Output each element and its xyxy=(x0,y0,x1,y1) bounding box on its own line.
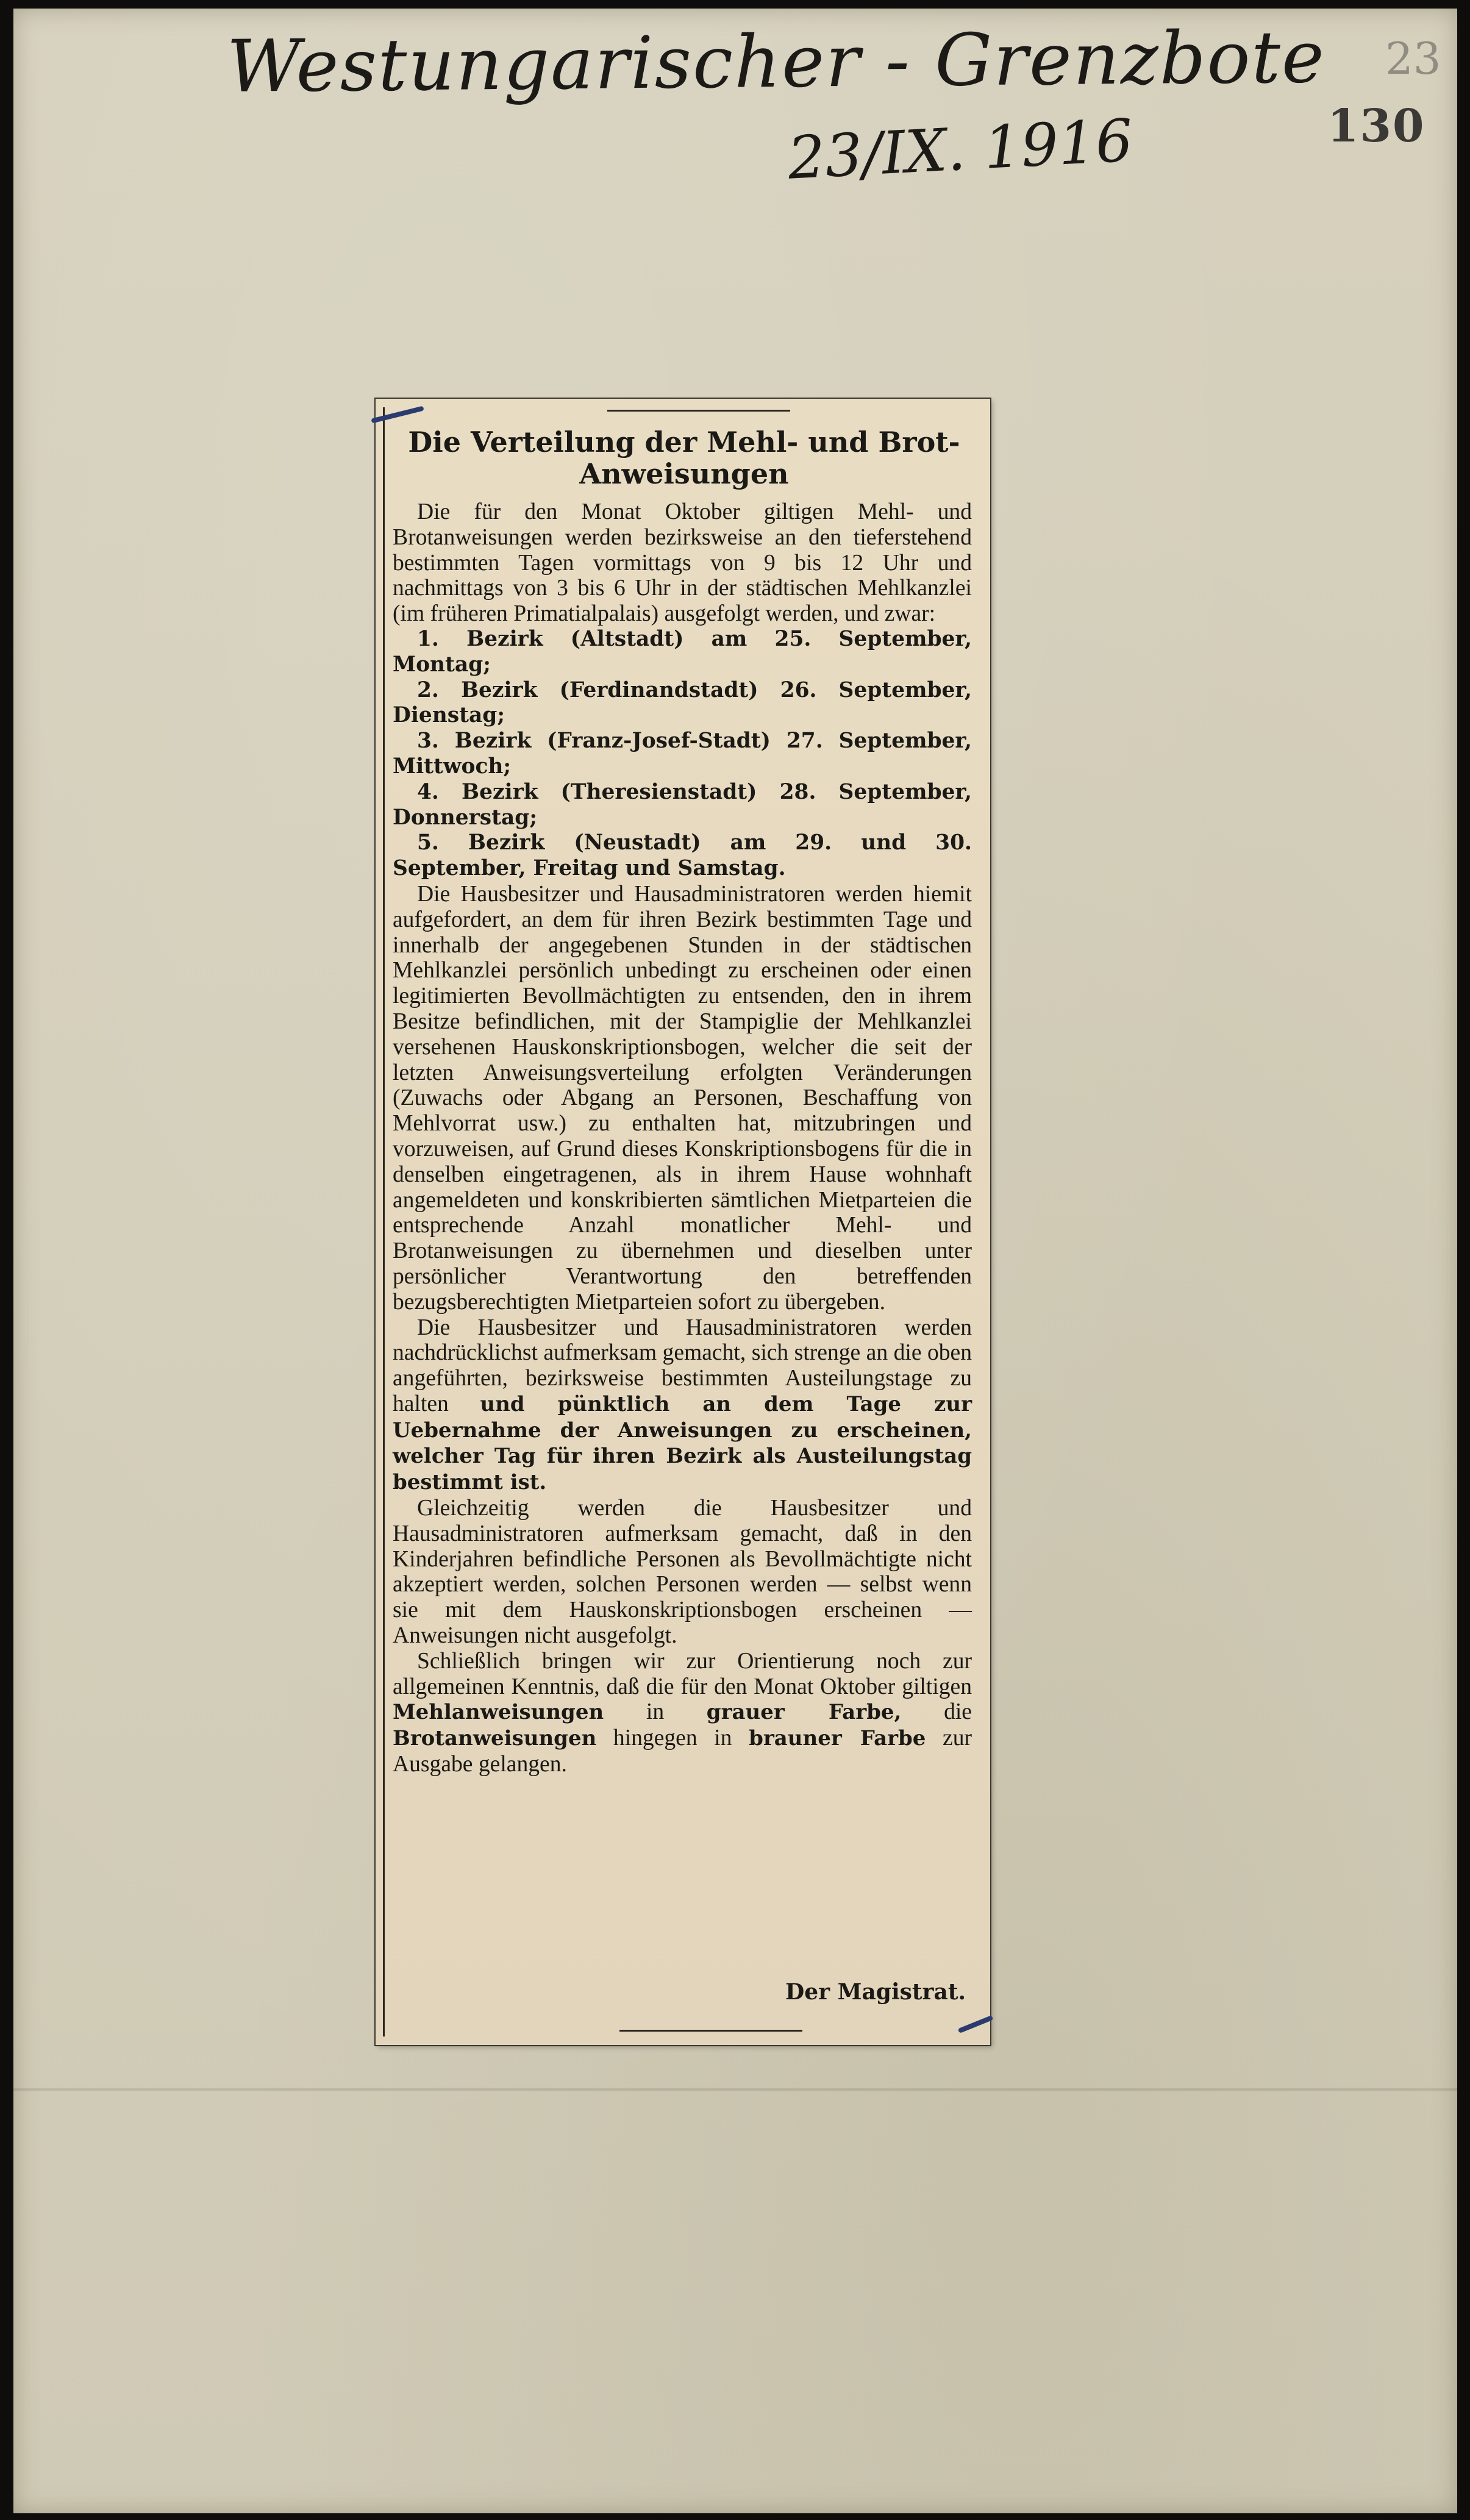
district-2: 2. Bezirk (Ferdinandstadt) 26. September, Dienstag; xyxy=(393,677,972,728)
district-3: 3. Bezirk (Franz-Josef-Stadt) 27. September, Mittwoch; xyxy=(393,729,972,779)
final-text-5: zur Ausgabe gelangen. xyxy=(393,1726,972,1777)
district-4: 4. Bezirk (Theresienstadt) 28. September, Donnerstag; xyxy=(393,779,972,830)
intro-paragraph: Die für den Monat Oktober giltigen Mehl- und Brotanweisungen werden bezirksweise an den tieferstehend bestimmten Tagen vormittags von 9 bis 12 Uhr und nachmittags von 3 bis 6 Uhr in der städtischen Mehlkanzlei (im früheren Primatialpalais) ausgefolgt werden, und zwar: xyxy=(393,499,972,627)
column-rule-left xyxy=(383,407,385,2036)
grey-color: grauer Farbe, xyxy=(706,1700,902,1725)
flour-vouchers: Mehlanweisungen xyxy=(393,1700,604,1725)
handwritten-source-title: Westungarischer - Grenzbote xyxy=(226,15,1326,109)
final-text-1: Schließlich bringen wir zur Orientierung noch zur allgemeinen Kenntnis, daß die für den Monat Oktober giltigen xyxy=(393,1648,972,1699)
archive-folio-number: 130 xyxy=(1327,100,1425,152)
separator-top xyxy=(607,410,790,412)
brown-color: brauner Farbe xyxy=(749,1726,926,1751)
final-text-3: die xyxy=(944,1699,972,1725)
article-body xyxy=(393,499,972,1777)
handwritten-date: 23/IX. 1916 xyxy=(786,106,1135,193)
district-1: 1. Bezirk (Altstadt) am 25. September, Montag; xyxy=(393,626,972,677)
final-paragraph xyxy=(393,1649,972,1777)
bread-vouchers: Brotanweisungen xyxy=(393,1726,597,1751)
district-5: 5. Bezirk (Neustadt) am 29. und 30. September, Freitag und Samstag. xyxy=(393,830,972,881)
owners-paragraph: Die Hausbesitzer und Hausadministratoren werden hiemit aufgefordert, an dem für ihren Bezirk bestimmten Tage und innerhalb der angegebenen Stunden in der städtischen Mehlkanzlei persönlich unbedingt zu erscheinen oder einen legitimierten Bevollmächtigten zu entsenden, den in ihrem Besitze befindlichen, mit der Stampiglie der Mehlkanzlei versehenen Hauskonskriptionsbogen, welcher die seit der letzten Anweisungsverteilung erfolgten Veränderungen (Zuwachs oder Abgang an Personen, Beschaffung von Mehlvorrat usw.) zu enthalten hat, mitzubringen und vorzuweisen, auf Grund dieses Konskriptionsbogens für die in denselben eingetragenen, als in ihrem Hause wohnhaft angemeldeten und konskribierten sämtlichen Mietparteien die entsprechende Anzahl monatlicher Mehl- und Brotanweisungen zu übernehmen und dieselben unter persönlicher Verantwortung den betreffenden bezugsberechtigten Mietparteien sofort zu übergeben. xyxy=(393,881,972,1315)
blue-pencil-mark-top xyxy=(371,405,424,423)
attention-emphasis: und pünktlich an dem Tage zur Uebernahme der Anweisungen zu erscheinen, welcher Tag für ihren Bezirk als Austeilungstag bestimmt ist. xyxy=(393,1391,972,1495)
archive-sheet xyxy=(13,9,1457,2513)
article-headline: Die Verteilung der Mehl- und Brot-Anweisungen xyxy=(408,426,960,490)
final-text-2: in xyxy=(646,1699,665,1725)
attention-text: Die Hausbesitzer und Hausadministratoren werden nachdrücklichst aufmerksam gemacht, sich strenge an die oben angeführten, bezirksweise bestimmten Austeilungstage zu halten xyxy=(393,1315,972,1416)
attention-paragraph xyxy=(393,1315,972,1496)
children-paragraph: Gleichzeitig werden die Hausbesitzer und Hausadministratoren aufmerksam gemacht, daß in den Kinderjahren befindliche Personen als Bevollmächtigte nicht akzeptiert werden, solchen Personen werden — selbst wenn sie mit dem Hauskonskriptionsbogen erscheinen — Anweisungen nicht ausgefolgt. xyxy=(393,1496,972,1649)
paper-fold xyxy=(13,2088,1457,2091)
newspaper-clipping xyxy=(376,399,990,2045)
separator-bottom xyxy=(619,2030,802,2032)
final-text-4: hingegen in xyxy=(613,1726,732,1751)
pencil-page-number: 23 xyxy=(1385,33,1441,84)
blue-pencil-mark-bottom xyxy=(958,2015,994,2033)
signature-magistrate: Der Magistrat. xyxy=(785,1979,966,2005)
